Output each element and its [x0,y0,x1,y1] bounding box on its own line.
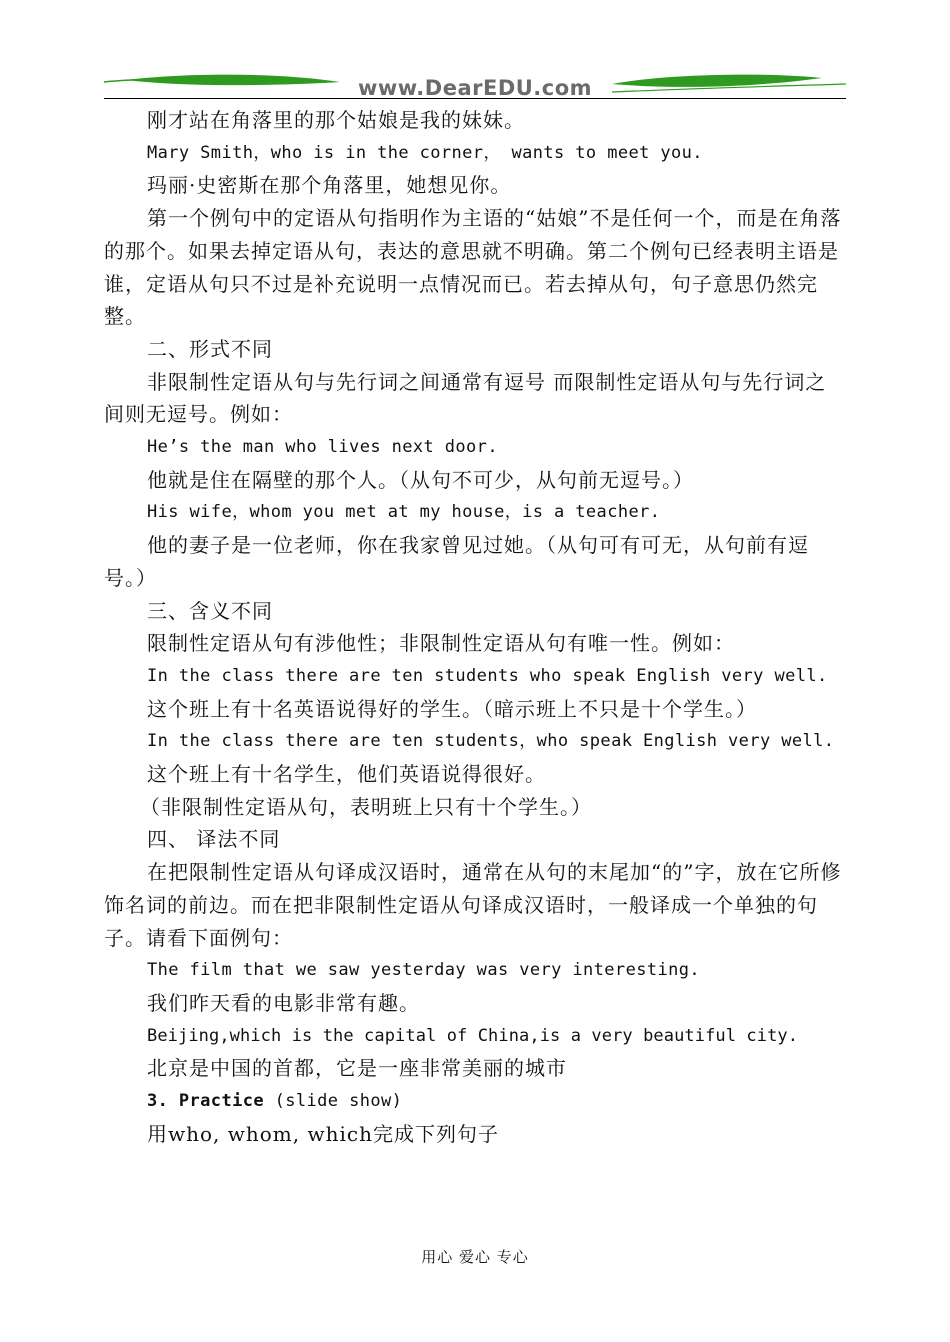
paragraph: 限制性定语从句有涉他性；非限制性定语从句有唯一性。例如： [147,631,735,656]
section-heading: 三、含义不同 [147,598,273,623]
paragraph: 北京是中国的首都，它是一座非常美丽的城市 [147,1056,567,1081]
practice-note: (slide show) [274,1091,403,1112]
paragraph: 第一个例句中的定语从句指明作为主语的“姑娘”不是任何一个，而是在角落的那个。如果去掉定语从句，表达的意思就不明确。第二个例句已经表明主语是谁，定语从句只不过是补充说明一点情况而已。若去掉从句，句子意思仍然完整。 [104,206,842,329]
paragraph: 他就是住在隔壁的那个人。（从句不可少，从句前无逗号。） [147,467,694,492]
paragraph: 这个班上有十名英语说得好的学生。（暗示班上不只是十个学生。） [147,696,757,721]
example-sentence: His wife，whom you met at my house，is a teacher. [147,502,661,523]
paragraph: 玛丽·史密斯在那个角落里，她想见你。 [147,173,512,198]
example-sentence: He’s the man who lives next door. [147,437,498,458]
site-logo: www.DearEDU.com [357,76,593,100]
paragraph: 他的妻子是一位老师，你在我家曾见过她。（从句可有可无，从句前有逗号。） [104,533,809,590]
paragraph: 用who, whom, which完成下列句子 [147,1121,499,1146]
paragraph: 刚才站在角落里的那个姑娘是我的妹妹。 [147,108,525,132]
section-heading: 二、形式不同 [147,336,273,361]
paragraph: 我们昨天看的电影非常有趣。 [147,990,420,1015]
document-body [104,104,846,1151]
example-sentence: Beijing,which is the capital of China,is a very beautiful city. [147,1025,799,1046]
practice-heading [104,1085,846,1118]
page-footer: 用心 爱心 专心 [421,1248,529,1266]
example-sentence: In the class there are ten students，who speak English very well. [147,731,835,752]
example-sentence: In the class there are ten students who speak English very well. [147,665,828,686]
paragraph: 在把限制性定语从句译成汉语时，通常在从句的末尾加“的”字，放在它所修饰名词的前边。而在把非限制性定语从句译成汉语时，一般译成一个单独的句子。请看下面例句： [104,860,842,950]
example-sentence: Mary Smith，who is in the corner， wants to meet you. [147,142,703,163]
section-heading: 四、 译法不同 [147,827,281,852]
header-rule [104,98,846,99]
example-sentence: The film that we saw yesterday was very interesting. [147,960,701,981]
paragraph: 非限制性定语从句与先行词之间通常有逗号 而限制性定语从句与先行词之间则无逗号。例如： [104,369,827,427]
paragraph: （非限制性定语从句，表明班上只有十个学生。） [140,794,592,819]
paragraph: 这个班上有十名学生，他们英语说得很好。 [147,762,546,787]
practice-title: 3. Practice [147,1091,264,1112]
